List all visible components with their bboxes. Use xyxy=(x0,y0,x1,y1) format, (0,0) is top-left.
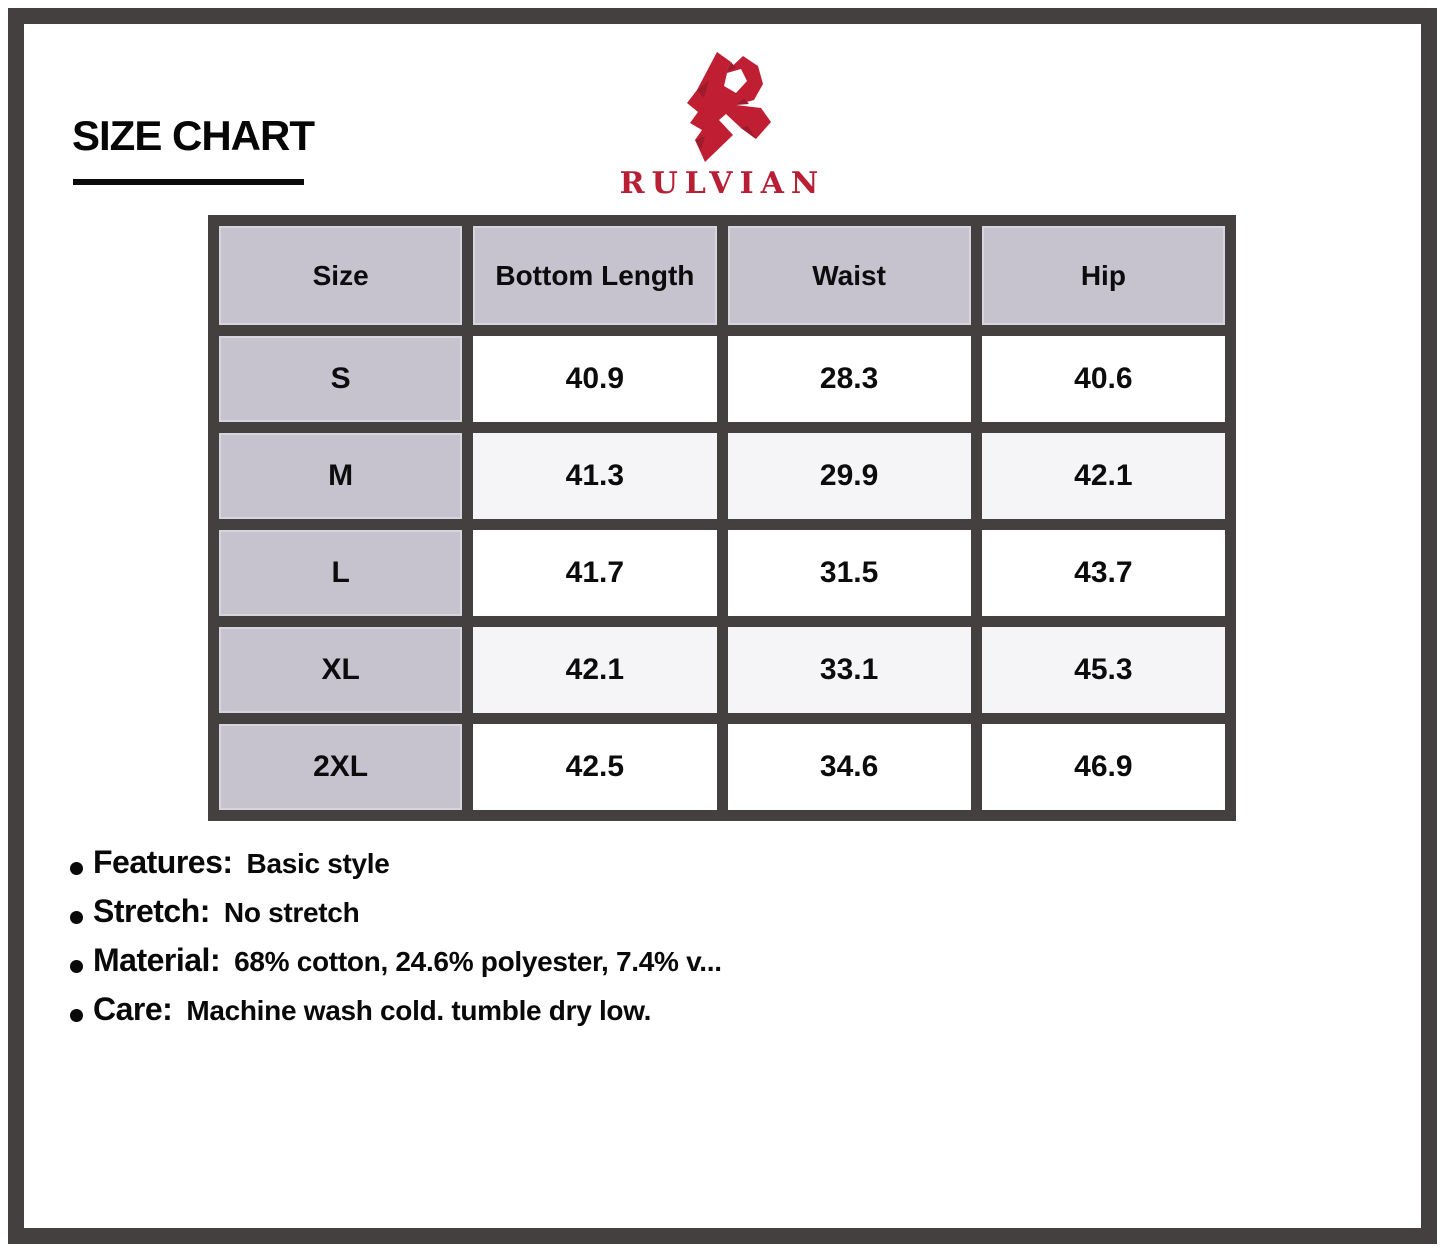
measurement-cell: 46.9 xyxy=(982,724,1225,810)
measurement-cell: 31.5 xyxy=(728,530,971,616)
detail-item-material xyxy=(70,942,722,991)
size-label: M xyxy=(219,433,462,519)
size-label: 2XL xyxy=(219,724,462,810)
measurement-cell: 42.5 xyxy=(473,724,716,810)
detail-value: Machine wash cold. tumble dry low. xyxy=(186,995,652,1026)
measurement-cell: 45.3 xyxy=(982,627,1225,713)
table-header-row xyxy=(219,226,1225,325)
detail-item-features xyxy=(70,844,722,893)
measurement-cell: 33.1 xyxy=(728,627,971,713)
header-cell-bottom-length: Bottom Length xyxy=(473,226,716,325)
size-label: S xyxy=(219,336,462,422)
detail-label: Stretch: xyxy=(93,893,210,929)
table-row xyxy=(219,627,1225,713)
brand-wordmark: RULVIAN xyxy=(619,166,826,201)
measurement-cell: 40.9 xyxy=(473,336,716,422)
measurement-cell: 42.1 xyxy=(982,433,1225,519)
measurement-cell: 43.7 xyxy=(982,530,1225,616)
page-title: SIZE CHART xyxy=(72,112,314,159)
bullet-icon xyxy=(70,911,83,924)
table-row xyxy=(219,724,1225,810)
detail-label: Features: xyxy=(93,844,233,880)
bullet-icon xyxy=(70,1009,83,1022)
measurement-cell: 42.1 xyxy=(473,627,716,713)
detail-item-care xyxy=(70,991,722,1040)
measurement-cell: 41.7 xyxy=(473,530,716,616)
detail-value: No stretch xyxy=(223,897,360,928)
size-label: XL xyxy=(219,627,462,713)
header-cell-size: Size xyxy=(219,226,462,325)
header-cell-waist: Waist xyxy=(728,226,971,325)
brand-logo xyxy=(570,46,875,201)
bullet-icon xyxy=(70,862,83,875)
measurement-cell: 34.6 xyxy=(728,724,971,810)
title-underline xyxy=(73,179,304,185)
table-row xyxy=(219,336,1225,422)
detail-label: Material: xyxy=(93,942,221,978)
size-chart-table-container xyxy=(208,215,1236,821)
table-row xyxy=(219,433,1225,519)
detail-value: 68% cotton, 24.6% polyester, 7.4% v... xyxy=(234,946,722,977)
product-details-list xyxy=(70,844,722,1040)
measurement-cell: 40.6 xyxy=(982,336,1225,422)
measurement-cell: 41.3 xyxy=(473,433,716,519)
rulvian-r-monogram-icon xyxy=(671,46,775,164)
bullet-icon xyxy=(70,960,83,973)
measurement-cell: 28.3 xyxy=(728,336,971,422)
detail-value: Basic style xyxy=(246,848,390,879)
table-row xyxy=(219,530,1225,616)
detail-item-stretch xyxy=(70,893,722,942)
measurement-cell: 29.9 xyxy=(728,433,971,519)
size-label: L xyxy=(219,530,462,616)
header-cell-hip: Hip xyxy=(982,226,1225,325)
size-chart-table xyxy=(208,215,1236,821)
detail-label: Care: xyxy=(93,991,173,1027)
